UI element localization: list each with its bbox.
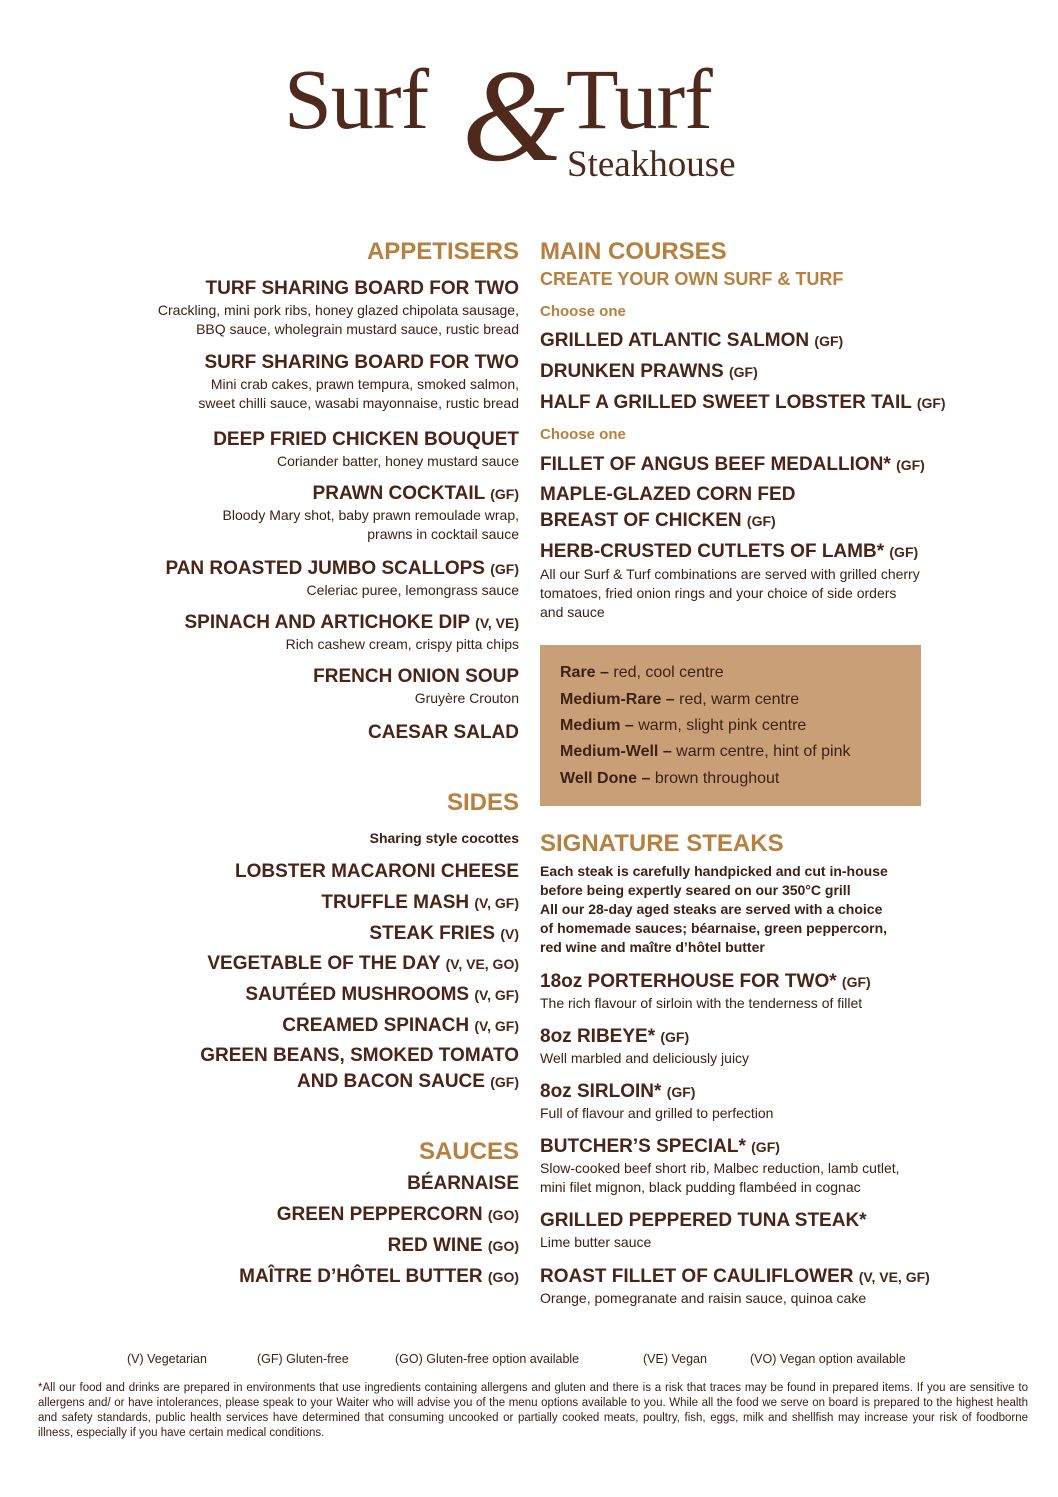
dietary-tag: (V, GF): [474, 987, 519, 1003]
dietary-tag: (GF): [666, 1084, 696, 1100]
dish-name: BREAST OF CHICKEN: [540, 510, 742, 531]
appetiser-item: [60, 351, 519, 413]
signature-steaks-title: SIGNATURE STEAKS: [540, 830, 784, 857]
note-line: and sauce: [540, 604, 605, 620]
appetiser-item: [60, 428, 519, 471]
dietary-tag: (GF): [841, 974, 871, 990]
choose-one-label: Choose one: [540, 303, 626, 320]
steak-item: [540, 970, 1010, 1013]
dish-desc: Rich cashew cream, crispy pitta chips: [285, 636, 519, 652]
dish-name: HERB-CRUSTED CUTLETS OF LAMB*: [540, 541, 885, 562]
intro-line: Each steak is carefully handpicked and cut in-house: [540, 863, 888, 879]
dish-name: GRILLED ATLANTIC SALMON: [540, 330, 810, 351]
dietary-tag: (V, VE, GO): [445, 956, 519, 972]
doneness-text: red, cool centre: [608, 664, 724, 681]
dish-name: RED WINE: [387, 1235, 488, 1256]
doneness-row: [560, 717, 806, 735]
allergen-disclaimer: *All our food and drinks are prepared in environments that use ingredients containing allergens and gluten and there is a risk that traces may be found in prepared items. If you are sensitive to allergens and/ or have intolerances, please speak to your Waiter who will advise you of the menu options available to you. While all the food we serve on board is prepared to the highest health and safety standards, public health services have determined that consuming uncooked or partially cooked meats, poultry, fish, eggs, milk and shellfish may increase your risk of foodborne illness, especially if you have certain medical conditions.: [38, 1382, 1028, 1439]
turf-item: [540, 483, 1010, 507]
sides-subtitle: Sharing style cocottes: [369, 830, 519, 846]
dish-name: SPINACH AND ARTICHOKE DIP: [184, 612, 470, 633]
sides-section: [60, 790, 519, 816]
doneness-label: Medium-Well –: [560, 743, 672, 760]
dish-name: CREAMED SPINACH: [282, 1015, 470, 1036]
side-item: [60, 983, 519, 1007]
steak-item: [540, 1209, 1010, 1252]
dish-name: DRUNKEN PRAWNS: [540, 361, 724, 382]
doneness-text: red, warm centre: [674, 691, 800, 708]
note-line: All our Surf & Turf combinations are served with grilled cherry: [540, 566, 920, 582]
doneness-label: Rare –: [560, 664, 609, 681]
legend-item: (VE) Vegan: [643, 1352, 707, 1366]
intro-line: All our 28-day aged steaks are served with a choice: [540, 901, 883, 917]
dish-name: HALF A GRILLED SWEET LOBSTER TAIL: [540, 392, 912, 413]
dish-desc: Orange, pomegranate and raisin sauce, quinoa cake: [540, 1290, 867, 1306]
appetiser-item: [60, 611, 519, 654]
appetiser-item: [60, 557, 519, 600]
doneness-row: [560, 691, 799, 709]
main-courses-subtitle: CREATE YOUR OWN SURF & TURF: [540, 269, 844, 289]
intro-line: before being expertly seared on our 350°C grill: [540, 882, 851, 898]
intro-line: red wine and maître d’hôtel butter: [540, 939, 765, 955]
surf-item: [540, 329, 1010, 353]
dish-name: CAESAR SALAD: [368, 722, 519, 743]
steaks-intro: [540, 862, 1010, 957]
dish-desc: Full of flavour and grilled to perfection: [540, 1105, 774, 1121]
doneness-label: Medium-Rare –: [560, 691, 675, 708]
doneness-row: [560, 770, 779, 788]
side-item: [60, 1014, 519, 1038]
sauce-item: [60, 1203, 519, 1227]
sauce-item: [60, 1234, 519, 1258]
dish-desc: BBQ sauce, wholegrain mustard sauce, rustic bread: [196, 321, 519, 337]
side-item: [60, 891, 519, 915]
doneness-text: warm centre, hint of pink: [671, 743, 851, 760]
steak-item: [540, 1080, 1010, 1123]
turf-item: [540, 453, 1010, 477]
choose-one-label: Choose one: [540, 426, 626, 443]
turf-item: [540, 509, 1010, 533]
dietary-tag: (GF): [896, 457, 925, 473]
dish-name: ROAST FILLET OF CAULIFLOWER: [540, 1266, 854, 1287]
surf-item: [540, 391, 1010, 415]
dietary-tag: (GF): [728, 364, 758, 380]
main-courses-title: MAIN COURSES: [540, 238, 727, 265]
logo-turf: Turf: [566, 51, 712, 147]
dish-name: SAUTÉED MUSHROOMS: [245, 984, 470, 1005]
steak-item: [540, 1135, 1010, 1197]
dish-name: BÉARNAISE: [407, 1173, 519, 1194]
dish-desc: sweet chilli sauce, wasabi mayonnaise, rustic bread: [198, 395, 519, 411]
dietary-tag: (GF): [490, 561, 519, 577]
dish-name: GRILLED PEPPERED TUNA STEAK*: [540, 1210, 867, 1231]
dish-name: DEEP FRIED CHICKEN BOUQUET: [213, 429, 519, 450]
doneness-row: [560, 743, 850, 761]
dish-name: 8oz SIRLOIN*: [540, 1081, 662, 1102]
logo-surf: Surf: [284, 51, 429, 147]
side-item: [60, 1044, 519, 1068]
dietary-tag: (GF): [660, 1029, 690, 1045]
sauce-item: [60, 1172, 519, 1196]
dietary-tag: (V, GF): [474, 1018, 519, 1034]
side-item: [60, 1070, 519, 1094]
dietary-tag: (GO): [487, 1269, 519, 1285]
dish-name: AND BACON SAUCE: [297, 1071, 485, 1092]
dietary-tag: (GF): [814, 333, 844, 349]
doneness-text: brown throughout: [650, 770, 780, 787]
surf-item: [540, 360, 1010, 384]
dietary-tag: (V, GF): [474, 895, 519, 911]
dish-name: 8oz RIBEYE*: [540, 1026, 656, 1047]
dish-name: STEAK FRIES: [369, 923, 496, 944]
sauces-section: [60, 1139, 519, 1165]
dish-desc: Well marbled and deliciously juicy: [540, 1050, 750, 1066]
doneness-row: [560, 664, 724, 682]
dietary-tag: (V, VE, GF): [858, 1269, 930, 1285]
logo-steakhouse: Steakhouse: [567, 144, 736, 185]
dietary-tag: (GF): [490, 486, 519, 502]
dietary-tag: (GF): [889, 544, 919, 560]
dish-name: SURF SHARING BOARD FOR TWO: [204, 352, 519, 373]
dish-name: PAN ROASTED JUMBO SCALLOPS: [165, 558, 485, 579]
dietary-tag: (GO): [487, 1238, 519, 1254]
appetiser-item: [60, 665, 519, 708]
appetiser-item: [60, 277, 519, 339]
legend-item: (VO) Vegan option available: [750, 1352, 906, 1366]
doneness-label: Medium –: [560, 717, 634, 734]
steak-item: [540, 1025, 1010, 1068]
dietary-tag: (V, VE): [475, 615, 519, 631]
combination-note: [540, 565, 1010, 622]
dish-desc: Mini crab cakes, prawn tempura, smoked salmon,: [210, 376, 519, 392]
dish-desc: Coriander batter, honey mustard sauce: [276, 453, 519, 469]
dietary-tag: (V): [500, 926, 519, 942]
appetiser-item: [60, 721, 519, 745]
dish-desc: prawns in cocktail sauce: [367, 526, 519, 542]
doneness-text: warm, slight pink centre: [633, 717, 807, 734]
dish-name: GREEN PEPPERCORN: [276, 1204, 483, 1225]
appetisers-title: APPETISERS: [366, 238, 519, 265]
legend-item: (GO) Gluten-free option available: [395, 1352, 580, 1366]
dish-name: PRAWN COCKTAIL: [312, 483, 485, 504]
dish-desc: Celeriac puree, lemongrass sauce: [306, 582, 519, 598]
intro-line: of homemade sauces; béarnaise, green peppercorn,: [540, 920, 888, 936]
dish-desc: mini filet mignon, black pudding flambéed in cognac: [540, 1179, 861, 1195]
side-item: [60, 922, 519, 946]
doneness-box: [540, 645, 921, 806]
sauces-title: SAUCES: [418, 1138, 519, 1165]
side-item: [60, 952, 519, 976]
dish-name: MAPLE-GLAZED CORN FED: [540, 484, 796, 505]
dish-name: TURF SHARING BOARD FOR TWO: [205, 278, 519, 299]
sides-title: SIDES: [446, 789, 519, 816]
dish-name: VEGETABLE OF THE DAY: [207, 953, 441, 974]
appetiser-item: [60, 482, 519, 544]
dietary-tag: (GF): [751, 1139, 780, 1155]
dish-name: FRENCH ONION SOUP: [313, 666, 519, 687]
dish-desc: Crackling, mini pork ribs, honey glazed chipolata sausage,: [157, 302, 519, 318]
signature-steaks-section: [540, 831, 1010, 857]
dietary-tag: (GF): [490, 1074, 519, 1090]
dish-name: TRUFFLE MASH: [321, 892, 470, 913]
note-line: tomatoes, fried onion rings and your choice of side orders: [540, 585, 897, 601]
dish-desc: Gruyère Crouton: [414, 690, 519, 706]
legend-item: (V) Vegetarian: [127, 1352, 207, 1366]
steak-item: [540, 1265, 1010, 1308]
dietary-tag: (GF): [746, 513, 776, 529]
dish-desc: The rich flavour of sirloin with the tenderness of fillet: [540, 995, 863, 1011]
dish-desc: Bloody Mary shot, baby prawn remoulade wrap,: [222, 507, 519, 523]
logo-ampersand: &: [462, 42, 565, 189]
dietary-tag: (GF): [916, 395, 946, 411]
doneness-label: Well Done –: [560, 770, 651, 787]
logo: [0, 42, 1058, 206]
side-item: [60, 860, 519, 884]
dish-desc: Lime butter sauce: [540, 1234, 652, 1250]
turf-item: [540, 540, 1010, 564]
main-courses-section: [540, 239, 1010, 265]
appetisers-section: [60, 239, 519, 265]
dish-name: MAÎTRE D’HÔTEL BUTTER: [239, 1266, 483, 1287]
dish-desc: Slow-cooked beef short rib, Malbec reduction, lamb cutlet,: [540, 1160, 900, 1176]
dish-name: GREEN BEANS, SMOKED TOMATO: [200, 1045, 519, 1066]
dish-name: BUTCHER’S SPECIAL*: [540, 1136, 746, 1157]
sauce-item: [60, 1265, 519, 1289]
dish-name: 18oz PORTERHOUSE FOR TWO*: [540, 971, 837, 992]
dish-name: LOBSTER MACARONI CHEESE: [235, 861, 519, 882]
dish-name: FILLET OF ANGUS BEEF MEDALLION*: [540, 454, 891, 475]
dietary-tag: (GO): [487, 1207, 519, 1223]
legend-item: (GF) Gluten-free: [257, 1352, 349, 1366]
